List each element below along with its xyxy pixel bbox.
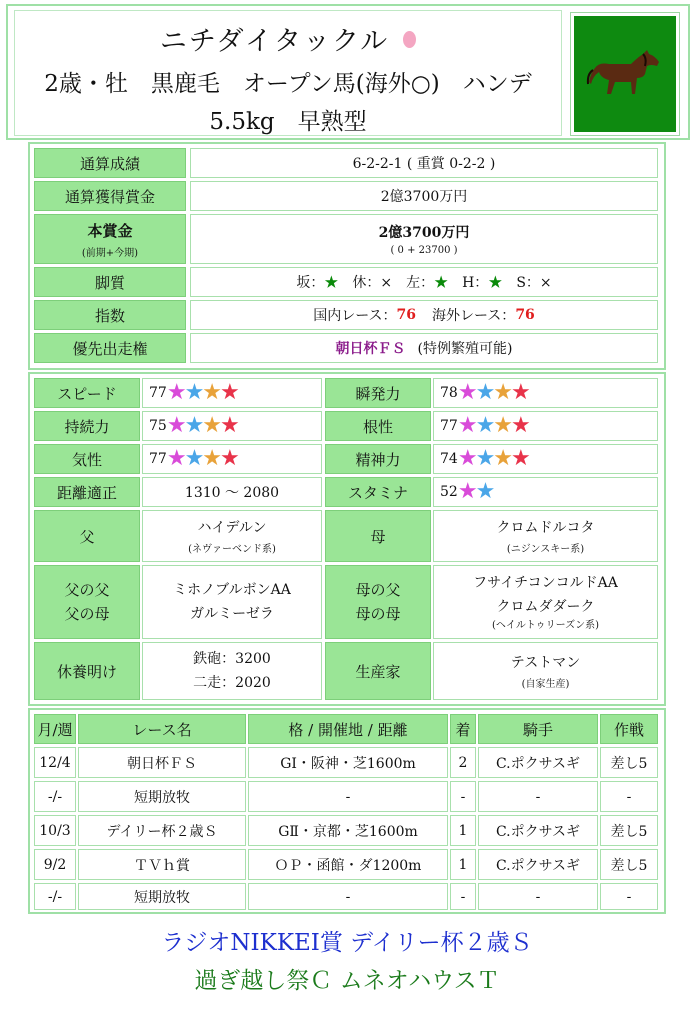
priority-race: 朝日杯ＦＳ bbox=[335, 341, 406, 357]
domestic-value: 76 bbox=[396, 307, 416, 323]
distance-label: 距離適正 bbox=[34, 477, 140, 507]
burst-value-cell bbox=[433, 378, 658, 408]
guts-value-cell bbox=[433, 411, 658, 441]
race-jockey: C.ポクサスギ bbox=[478, 747, 598, 778]
main-prize-value-cell bbox=[190, 214, 658, 264]
index-value bbox=[190, 300, 658, 330]
ds-name: フサイチコンコルドAA bbox=[473, 575, 618, 591]
temper-label: 気性 bbox=[34, 444, 140, 474]
ss-label: 父の父 bbox=[64, 581, 110, 599]
race-jockey: - bbox=[478, 781, 598, 812]
star-icon: ★ bbox=[202, 413, 223, 438]
priority-label: 優先出走権 bbox=[34, 333, 186, 363]
mental-stars bbox=[457, 446, 531, 471]
race-grade: - bbox=[248, 883, 448, 910]
dam-parents-label bbox=[325, 565, 431, 639]
race-header-grade: 格 / 開催地 / 距離 bbox=[248, 714, 448, 744]
mental-label: 精神力 bbox=[325, 444, 431, 474]
priority-note: (特例繁殖可能) bbox=[417, 341, 513, 357]
race-header-strategy: 作戦 bbox=[600, 714, 658, 744]
guts-label: 根性 bbox=[325, 411, 431, 441]
mental-value: 74 bbox=[440, 451, 458, 467]
main-prize-sub: (前期+今期) bbox=[81, 247, 139, 259]
dd-name: クロムダダーク bbox=[496, 599, 595, 615]
distance-value: 1310 〜 2080 bbox=[142, 477, 322, 507]
sd-label: 父の母 bbox=[64, 605, 110, 623]
race-place: - bbox=[450, 883, 476, 910]
priority-value bbox=[190, 333, 658, 363]
sd-name: ガルミーゼラ bbox=[190, 606, 274, 622]
leg-item: 休：× bbox=[352, 275, 393, 291]
sire-line: (ネヴァーベンド系) bbox=[188, 544, 276, 555]
overseas-value: 76 bbox=[515, 307, 535, 323]
speed-value: 77 bbox=[149, 385, 167, 401]
burst-label: 瞬発力 bbox=[325, 378, 431, 408]
star-icon: ★ bbox=[166, 380, 187, 405]
race-strategy: - bbox=[600, 883, 658, 910]
header-info-panel bbox=[14, 10, 562, 136]
horse-weight-type: 5.5kg 早熟型 bbox=[209, 109, 367, 135]
race-grade: ＯＰ・函館・ダ1200m bbox=[248, 849, 448, 880]
main-prize-detail: ( 0 + 23700 ) bbox=[390, 245, 458, 256]
star-icon: ★ bbox=[457, 380, 478, 405]
domestic-label: 国内レース： bbox=[313, 308, 397, 324]
star-icon: ★ bbox=[475, 380, 496, 405]
race-grade: GⅠ・阪神・芝1600m bbox=[248, 747, 448, 778]
ss-name: ミホノブルボンAA bbox=[173, 582, 291, 598]
dd-label: 母の母 bbox=[355, 605, 401, 623]
main-prize-label-cell bbox=[34, 214, 186, 264]
index-label: 指数 bbox=[34, 300, 186, 330]
horse-name-line bbox=[15, 19, 561, 58]
speed-stars bbox=[166, 380, 240, 405]
race-date: -/- bbox=[34, 883, 76, 910]
race-name: 短期放牧 bbox=[78, 781, 246, 812]
earnings-label: 通算獲得賞金 bbox=[34, 181, 186, 211]
sire-parents-label bbox=[34, 565, 140, 639]
sustain-stars bbox=[166, 413, 240, 438]
dam-label: 母 bbox=[325, 510, 431, 562]
star-icon: ★ bbox=[511, 446, 531, 471]
race-date: -/- bbox=[34, 781, 76, 812]
race-header-name: レース名 bbox=[78, 714, 246, 744]
main-prize-value: 2億3700万円 bbox=[378, 225, 470, 241]
earnings-value: 2億3700万円 bbox=[190, 181, 658, 211]
sire-label: 父 bbox=[34, 510, 140, 562]
leg-item: S：× bbox=[516, 275, 552, 291]
stamina-value: 52 bbox=[440, 484, 458, 500]
race-name: 短期放牧 bbox=[78, 883, 246, 910]
record-label: 通算成績 bbox=[34, 148, 186, 178]
sire-cell bbox=[142, 510, 322, 562]
breeder-name: テストマン bbox=[510, 655, 581, 671]
star-icon: ★ bbox=[493, 446, 514, 471]
temper-stars bbox=[166, 446, 240, 471]
star-icon: ★ bbox=[457, 446, 478, 471]
record-value: 6-2-2-1 ( 重賞 0-2-2 ) bbox=[190, 148, 658, 178]
pig-icon bbox=[403, 31, 416, 48]
race-history-table bbox=[28, 708, 666, 914]
stamina-stars bbox=[457, 479, 496, 504]
portrait-field bbox=[574, 16, 676, 132]
race-date: 10/3 bbox=[34, 815, 76, 846]
race-header-date: 月/週 bbox=[34, 714, 76, 744]
horse-header bbox=[6, 4, 690, 140]
profile-table bbox=[28, 142, 666, 370]
dam-cell bbox=[433, 510, 658, 562]
race-jockey: - bbox=[478, 883, 598, 910]
star-icon: ★ bbox=[511, 413, 531, 438]
race-grade: GⅡ・京都・芝1600m bbox=[248, 815, 448, 846]
star-icon: ★ bbox=[475, 479, 496, 504]
horse-info: 2歳・牡 黒鹿毛 オープン馬(海外○) ハンデ bbox=[44, 71, 532, 97]
star-icon: ★ bbox=[475, 446, 496, 471]
race-place: 1 bbox=[450, 815, 476, 846]
temper-value: 77 bbox=[149, 451, 167, 467]
race-grade: - bbox=[248, 781, 448, 812]
horse-portrait bbox=[570, 12, 680, 136]
rest-second: 二走：2020 bbox=[193, 675, 271, 691]
race-name: ＴＶｈ賞 bbox=[78, 849, 246, 880]
legs-value bbox=[190, 267, 658, 297]
race-strategy: 差し5 bbox=[600, 849, 658, 880]
breeder-note: (自家生産) bbox=[521, 679, 570, 690]
rest-cell bbox=[142, 642, 322, 700]
mental-value-cell bbox=[433, 444, 658, 474]
race-strategy: 差し5 bbox=[600, 747, 658, 778]
temper-value-cell bbox=[142, 444, 322, 474]
race-jockey: C.ポクサスギ bbox=[478, 849, 598, 880]
leg-item: 左：★ bbox=[406, 275, 449, 291]
overseas-label: 海外レース： bbox=[432, 308, 516, 324]
burst-value: 78 bbox=[440, 385, 458, 401]
dam-parents-cell bbox=[433, 565, 658, 639]
sire-name: ハイデルン bbox=[197, 520, 267, 536]
race-header-jockey: 騎手 bbox=[478, 714, 598, 744]
race-header-place: 着 bbox=[450, 714, 476, 744]
guts-value: 77 bbox=[440, 418, 458, 434]
race-strategy: - bbox=[600, 781, 658, 812]
leg-item: H：★ bbox=[462, 275, 503, 291]
race-place: - bbox=[450, 781, 476, 812]
guts-stars bbox=[457, 413, 531, 438]
star-icon: ★ bbox=[184, 413, 205, 438]
star-icon: ★ bbox=[184, 446, 205, 471]
race-place: 1 bbox=[450, 849, 476, 880]
star-icon: ★ bbox=[475, 413, 496, 438]
star-icon: ★ bbox=[511, 380, 531, 405]
star-icon: ★ bbox=[220, 413, 240, 438]
race-name: 朝日杯ＦＳ bbox=[78, 747, 246, 778]
speed-label: スピード bbox=[34, 378, 140, 408]
sustain-value: 75 bbox=[149, 418, 167, 434]
stamina-label: スタミナ bbox=[325, 477, 431, 507]
star-icon: ★ bbox=[184, 380, 205, 405]
main-prize-label: 本賞金 bbox=[87, 221, 133, 240]
sustain-value-cell bbox=[142, 411, 322, 441]
breeder-cell bbox=[433, 642, 658, 700]
stats-table bbox=[28, 372, 666, 706]
star-icon: ★ bbox=[220, 380, 240, 405]
star-icon: ★ bbox=[457, 479, 478, 504]
star-icon: ★ bbox=[457, 413, 478, 438]
race-date: 12/4 bbox=[34, 747, 76, 778]
breeder-label: 生産家 bbox=[325, 642, 431, 700]
race-jockey: C.ポクサスギ bbox=[478, 815, 598, 846]
star-icon: ★ bbox=[166, 446, 187, 471]
race-place: 2 bbox=[450, 747, 476, 778]
dam-side-line: (ヘイルトゥリーズン系) bbox=[491, 620, 600, 631]
footer-titles-line2: 過ぎ越し祭Ｃ ムネオハウスＴ bbox=[194, 968, 500, 994]
race-date: 9/2 bbox=[34, 849, 76, 880]
dam-name: クロムドルコタ bbox=[496, 520, 595, 536]
star-icon: ★ bbox=[220, 446, 240, 471]
burst-stars bbox=[457, 380, 531, 405]
footer-titles-line1: ラジオNIKKEI賞 デイリー杯２歳Ｓ bbox=[161, 930, 533, 956]
star-icon: ★ bbox=[202, 380, 223, 405]
sustain-label: 持続力 bbox=[34, 411, 140, 441]
star-icon: ★ bbox=[493, 413, 514, 438]
horse-silhouette-icon bbox=[585, 44, 665, 104]
ds-label: 母の父 bbox=[355, 581, 401, 599]
legs-label: 脚質 bbox=[34, 267, 186, 297]
horse-name: ニチダイタックル bbox=[159, 26, 390, 57]
dam-line: (ニジンスキー系) bbox=[506, 544, 585, 555]
star-icon: ★ bbox=[202, 446, 223, 471]
race-name: デイリー杯２歳Ｓ bbox=[78, 815, 246, 846]
rest-label: 休養明け bbox=[34, 642, 140, 700]
star-icon: ★ bbox=[166, 413, 187, 438]
race-strategy: 差し5 bbox=[600, 815, 658, 846]
speed-value-cell bbox=[142, 378, 322, 408]
sire-parents-cell bbox=[142, 565, 322, 639]
stamina-value-cell bbox=[433, 477, 658, 507]
leg-item: 坂：★ bbox=[296, 275, 339, 291]
star-icon: ★ bbox=[493, 380, 514, 405]
rest-first: 鉄砲：3200 bbox=[193, 651, 271, 667]
